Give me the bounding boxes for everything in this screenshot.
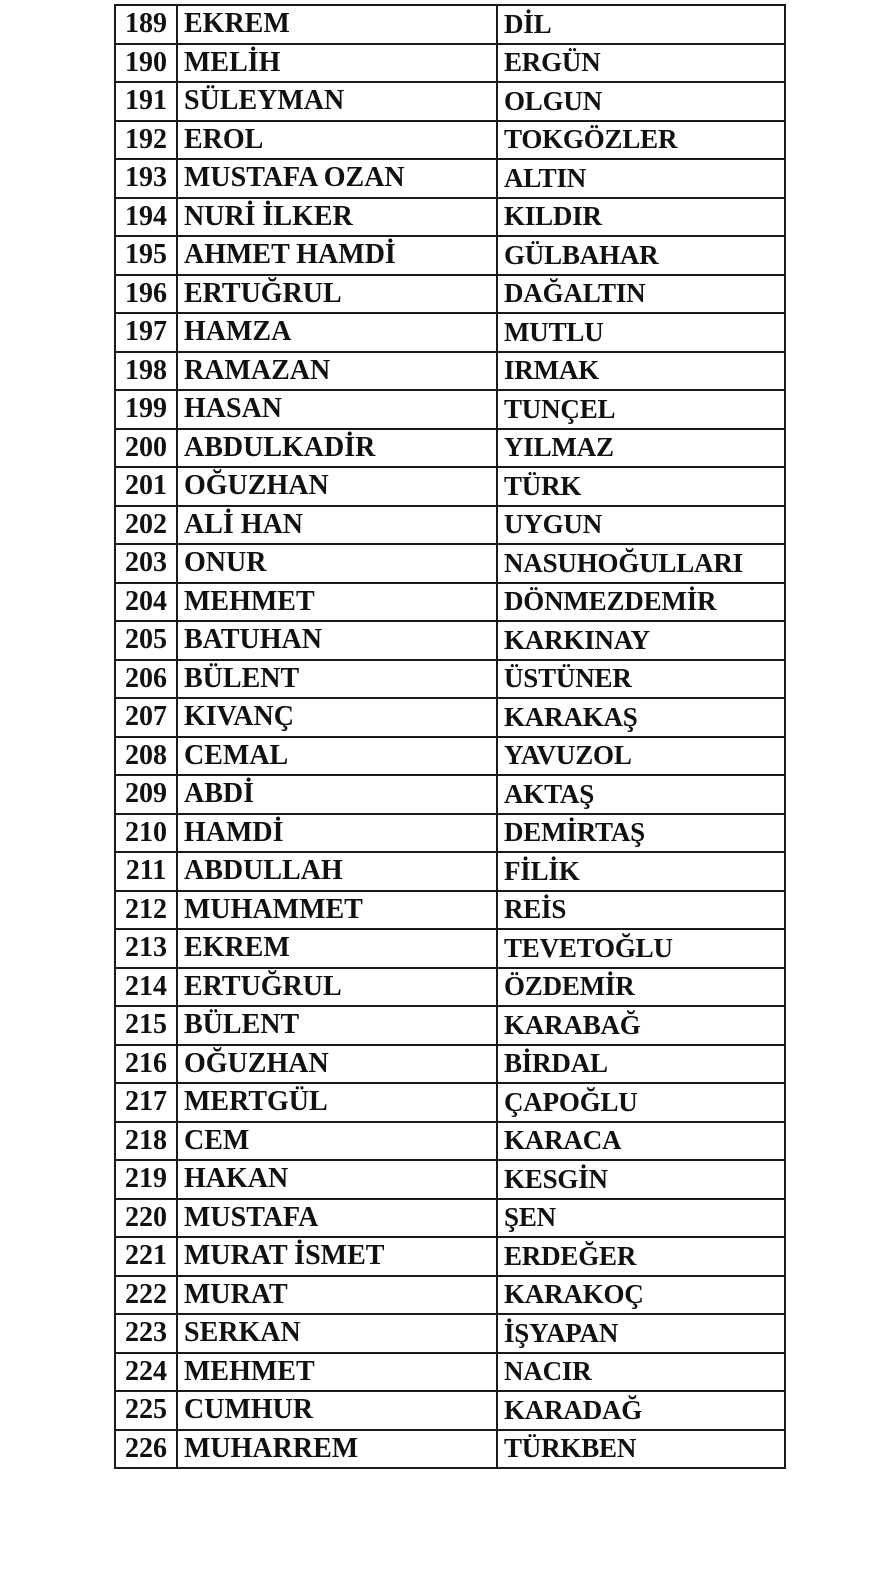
table-row (115, 968, 785, 1007)
row-number-cell: 216 (115, 1045, 177, 1084)
table-row (115, 698, 785, 737)
table-row (115, 1199, 785, 1238)
first-name-cell: SERKAN (177, 1314, 497, 1353)
first-name-cell: CEMAL (177, 737, 497, 776)
last-name-cell: TÜRK (497, 467, 785, 506)
first-name-cell: EKREM (177, 5, 497, 44)
row-number-cell: 203 (115, 544, 177, 583)
table-row (115, 1391, 785, 1430)
row-number-cell: 198 (115, 352, 177, 391)
first-name-cell: ABDULKADİR (177, 429, 497, 468)
row-number-cell: 201 (115, 467, 177, 506)
table-row (115, 352, 785, 391)
first-name-cell: MEHMET (177, 1353, 497, 1392)
last-name-cell: ÖZDEMİR (497, 968, 785, 1007)
table-row (115, 506, 785, 545)
first-name-cell: MUHAMMET (177, 891, 497, 930)
row-number-cell: 191 (115, 82, 177, 121)
table-row (115, 1237, 785, 1276)
first-name-cell: ERTUĞRUL (177, 968, 497, 1007)
table-row (115, 1276, 785, 1315)
last-name-cell: KARAKOÇ (497, 1276, 785, 1315)
first-name-cell: EROL (177, 121, 497, 160)
last-name-cell: AKTAŞ (497, 775, 785, 814)
last-name-cell: KARACA (497, 1122, 785, 1161)
row-number-cell: 212 (115, 891, 177, 930)
row-number-cell: 192 (115, 121, 177, 160)
first-name-cell: RAMAZAN (177, 352, 497, 391)
last-name-cell: DİL (497, 5, 785, 44)
first-name-cell: AHMET HAMDİ (177, 236, 497, 275)
last-name-cell: ERDEĞER (497, 1237, 785, 1276)
first-name-cell: OĞUZHAN (177, 1045, 497, 1084)
first-name-cell: ABDULLAH (177, 852, 497, 891)
first-name-cell: ABDİ (177, 775, 497, 814)
table-row (115, 82, 785, 121)
first-name-cell: ERTUĞRUL (177, 275, 497, 314)
table-row (115, 1083, 785, 1122)
last-name-cell: ŞEN (497, 1199, 785, 1238)
row-number-cell: 195 (115, 236, 177, 275)
last-name-cell: YAVUZOL (497, 737, 785, 776)
table-row (115, 121, 785, 160)
last-name-cell: KESGİN (497, 1160, 785, 1199)
table-row (115, 660, 785, 699)
row-number-cell: 194 (115, 198, 177, 237)
row-number-cell: 206 (115, 660, 177, 699)
last-name-cell: ÜSTÜNER (497, 660, 785, 699)
row-number-cell: 215 (115, 1006, 177, 1045)
last-name-cell: KARABAĞ (497, 1006, 785, 1045)
table-row (115, 313, 785, 352)
first-name-cell: CEM (177, 1122, 497, 1161)
row-number-cell: 197 (115, 313, 177, 352)
last-name-cell: TOKGÖZLER (497, 121, 785, 160)
last-name-cell: GÜLBAHAR (497, 236, 785, 275)
table-row (115, 1160, 785, 1199)
row-number-cell: 193 (115, 159, 177, 198)
last-name-cell: ERGÜN (497, 44, 785, 83)
first-name-cell: BÜLENT (177, 660, 497, 699)
last-name-cell: DAĞALTIN (497, 275, 785, 314)
table-row (115, 467, 785, 506)
last-name-cell: ALTIN (497, 159, 785, 198)
first-name-cell: MUHARREM (177, 1430, 497, 1469)
first-name-cell: MELİH (177, 44, 497, 83)
first-name-cell: MEHMET (177, 583, 497, 622)
first-name-cell: SÜLEYMAN (177, 82, 497, 121)
first-name-cell: HAMZA (177, 313, 497, 352)
row-number-cell: 199 (115, 390, 177, 429)
table-row (115, 621, 785, 660)
last-name-cell: TEVETOĞLU (497, 929, 785, 968)
table-row (115, 583, 785, 622)
table-row (115, 891, 785, 930)
first-name-cell: MERTGÜL (177, 1083, 497, 1122)
table-row (115, 5, 785, 44)
row-number-cell: 219 (115, 1160, 177, 1199)
row-number-cell: 207 (115, 698, 177, 737)
row-number-cell: 196 (115, 275, 177, 314)
last-name-cell: NASUHOĞULLARI (497, 544, 785, 583)
last-name-cell: FİLİK (497, 852, 785, 891)
last-name-cell: KARKINAY (497, 621, 785, 660)
table-row (115, 1353, 785, 1392)
table-row (115, 1045, 785, 1084)
row-number-cell: 202 (115, 506, 177, 545)
first-name-cell: HASAN (177, 390, 497, 429)
row-number-cell: 214 (115, 968, 177, 1007)
last-name-cell: IRMAK (497, 352, 785, 391)
table-row (115, 1122, 785, 1161)
row-number-cell: 189 (115, 5, 177, 44)
last-name-cell: TUNÇEL (497, 390, 785, 429)
first-name-cell: ALİ HAN (177, 506, 497, 545)
first-name-cell: NURİ İLKER (177, 198, 497, 237)
first-name-cell: MUSTAFA (177, 1199, 497, 1238)
first-name-cell: KIVANÇ (177, 698, 497, 737)
last-name-cell: NACIR (497, 1353, 785, 1392)
table-row (115, 1006, 785, 1045)
first-name-cell: MURAT (177, 1276, 497, 1315)
last-name-cell: DEMİRTAŞ (497, 814, 785, 853)
row-number-cell: 223 (115, 1314, 177, 1353)
table-row (115, 236, 785, 275)
first-name-cell: MUSTAFA OZAN (177, 159, 497, 198)
row-number-cell: 226 (115, 1430, 177, 1469)
table-row (115, 429, 785, 468)
table-row (115, 198, 785, 237)
row-number-cell: 205 (115, 621, 177, 660)
table-row (115, 737, 785, 776)
row-number-cell: 190 (115, 44, 177, 83)
last-name-cell: UYGUN (497, 506, 785, 545)
first-name-cell: EKREM (177, 929, 497, 968)
first-name-cell: HAKAN (177, 1160, 497, 1199)
row-number-cell: 218 (115, 1122, 177, 1161)
last-name-cell: MUTLU (497, 313, 785, 352)
table-row (115, 852, 785, 891)
names-table (114, 4, 786, 1469)
first-name-cell: CUMHUR (177, 1391, 497, 1430)
first-name-cell: OĞUZHAN (177, 467, 497, 506)
last-name-cell: KILDIR (497, 198, 785, 237)
row-number-cell: 224 (115, 1353, 177, 1392)
table-row (115, 814, 785, 853)
last-name-cell: REİS (497, 891, 785, 930)
first-name-cell: BATUHAN (177, 621, 497, 660)
row-number-cell: 220 (115, 1199, 177, 1238)
last-name-cell: KARADAĞ (497, 1391, 785, 1430)
row-number-cell: 200 (115, 429, 177, 468)
row-number-cell: 217 (115, 1083, 177, 1122)
row-number-cell: 221 (115, 1237, 177, 1276)
last-name-cell: DÖNMEZDEMİR (497, 583, 785, 622)
names-table-body (115, 5, 785, 1468)
last-name-cell: OLGUN (497, 82, 785, 121)
last-name-cell: YILMAZ (497, 429, 785, 468)
row-number-cell: 213 (115, 929, 177, 968)
table-row (115, 775, 785, 814)
row-number-cell: 211 (115, 852, 177, 891)
table-row (115, 275, 785, 314)
table-row (115, 390, 785, 429)
row-number-cell: 209 (115, 775, 177, 814)
row-number-cell: 210 (115, 814, 177, 853)
first-name-cell: ONUR (177, 544, 497, 583)
table-row (115, 544, 785, 583)
table-row (115, 929, 785, 968)
row-number-cell: 225 (115, 1391, 177, 1430)
first-name-cell: MURAT İSMET (177, 1237, 497, 1276)
table-row (115, 44, 785, 83)
row-number-cell: 208 (115, 737, 177, 776)
last-name-cell: KARAKAŞ (497, 698, 785, 737)
row-number-cell: 222 (115, 1276, 177, 1315)
table-row (115, 1430, 785, 1469)
table-row (115, 1314, 785, 1353)
table-row (115, 159, 785, 198)
first-name-cell: HAMDİ (177, 814, 497, 853)
last-name-cell: TÜRKBEN (497, 1430, 785, 1469)
first-name-cell: BÜLENT (177, 1006, 497, 1045)
last-name-cell: İŞYAPAN (497, 1314, 785, 1353)
row-number-cell: 204 (115, 583, 177, 622)
last-name-cell: BİRDAL (497, 1045, 785, 1084)
last-name-cell: ÇAPOĞLU (497, 1083, 785, 1122)
